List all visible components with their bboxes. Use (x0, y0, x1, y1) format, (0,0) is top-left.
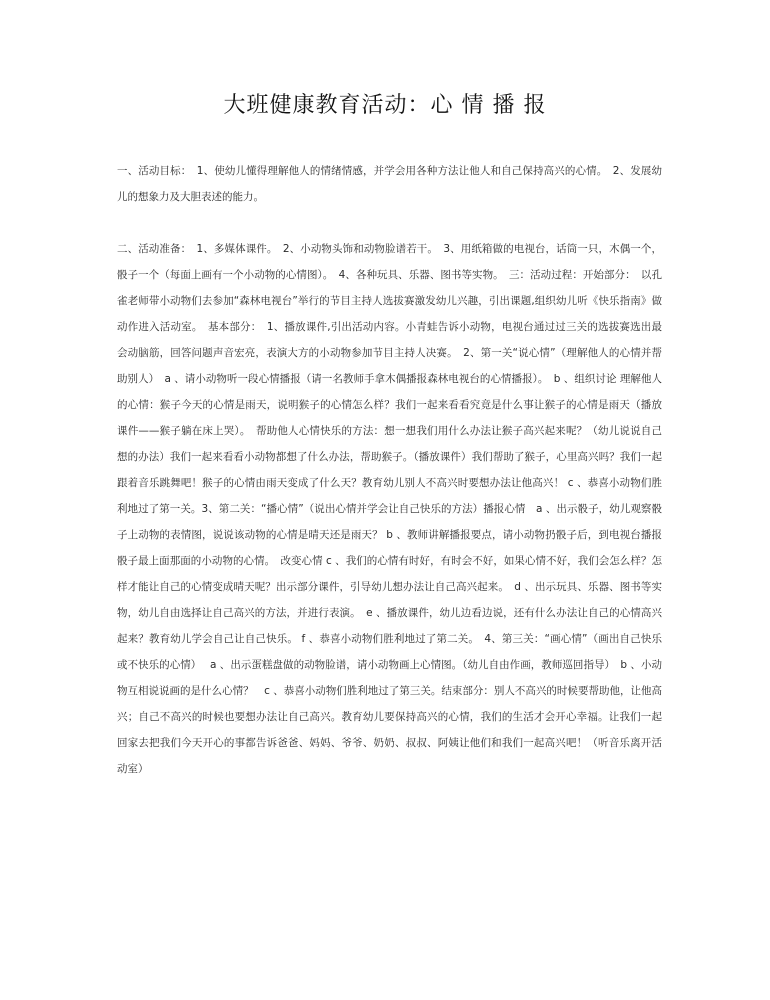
paragraph-goals: 一、活动目标： 1、使幼儿懂得理解他人的情绪情感，并学会用各种方法让他人和自己保持高兴的心情。 2、发展幼儿的想象力及大胆表述的能力。 (117, 165, 662, 203)
document-title: 大班健康教育活动：心 情 播 报 (223, 93, 547, 118)
paragraph-preparation-process: 二、活动准备： 1、多媒体课件。 2、小动物头饰和动物脸谱若干。 3、用纸箱做的电视台，话筒一只，木偶一个，骰子一个（每面上画有一个小动物的心情图）。 4、各种玩具、乐器、图书等实物。 三：活动过程：开始部分： 以孔雀老师带小动物们去参加“森林电视台”举行的节目主持人选拔赛激发幼儿兴趣，引出课题,组织幼儿听《快乐指南》做动作进入活动室。 基本部分： 1、播放课件,引出活动内容。小青蛙告诉小动物，电视台通过过三关的选拔赛选出最会动脑筋，回答问题声音宏亮，表演大方的小动物参加节目主持人决赛。 2、第一关“说心情”（理解他人的心情并帮助别人） a 、请小动物听一段心情播报（请一名教师手拿木偶播报森林电视台的心情播报）。 b 、组织讨论 理解他人的心情：猴子今天的心情是雨天，说明猴子的心情怎么样？我们一起来看看究竟是什么事让猴子的心情是雨天（播放课件——猴子躺在床上哭）。 帮助他人心情快乐的方法：想一想我们用什么办法让猴子高兴起来呢？（幼儿说说自己想的办法）我们一起来看看小动物都想了什么办法，帮助猴子。（播放课件）我们帮助了猴子，心里高兴吗？我们一起跟着音乐跳舞吧！猴子的心情由雨天变成了什么天？教育幼儿别人不高兴时要想办法让他高兴！ c 、恭喜小动物们胜利地过了第一关。3、第二关：“播心情”（说出心情并学会让自己快乐的方法）播报心情 a 、出示骰子，幼儿观察骰子上动物的表情图，说说该动物的心情是晴天还是雨天？ b 、教师讲解播报要点，请小动物扔骰子后，到电视台播报骰子最上面那面的小动物的心情。 改变心情 c 、我们的心情有时好，有时会不好，如果心情不好，我们会怎么样？怎样才能让自己的心情变成晴天呢？出示部分课件，引导幼儿想办法让自己高兴起来。 d 、出示玩具、乐器、图书等实物，幼儿自由选择让自己高兴的方法，并进行表演。 e 、播放课件，幼儿边看边说，还有什么办法让自己的心情高兴起来？教育幼儿学会自己让自己快乐。 f 、恭喜小动物们胜利地过了第二关。 4、第三关：“画心情”（画出自己快乐或不快乐的心情） a 、出示蛋糕盘做的动物脸谱，请小动物画上心情图。（幼儿自由作画，教师巡回指导） b 、小动物互相说说画的是什么心情？ c 、恭喜小动物们胜利地过了第三关。结束部分：别人不高兴的时候要帮助他，让他高兴；自己不高兴的时候也要想办法让自己高兴。教育幼儿要保持高兴的心情，我们的生活才会开心幸福。让我们一起回家去把我们今天开心的事都告诉爸爸、妈妈、爷爷、奶奶、叔叔、阿姨让他们和我们一起高兴吧！（听音乐离开活动室） (117, 243, 662, 775)
